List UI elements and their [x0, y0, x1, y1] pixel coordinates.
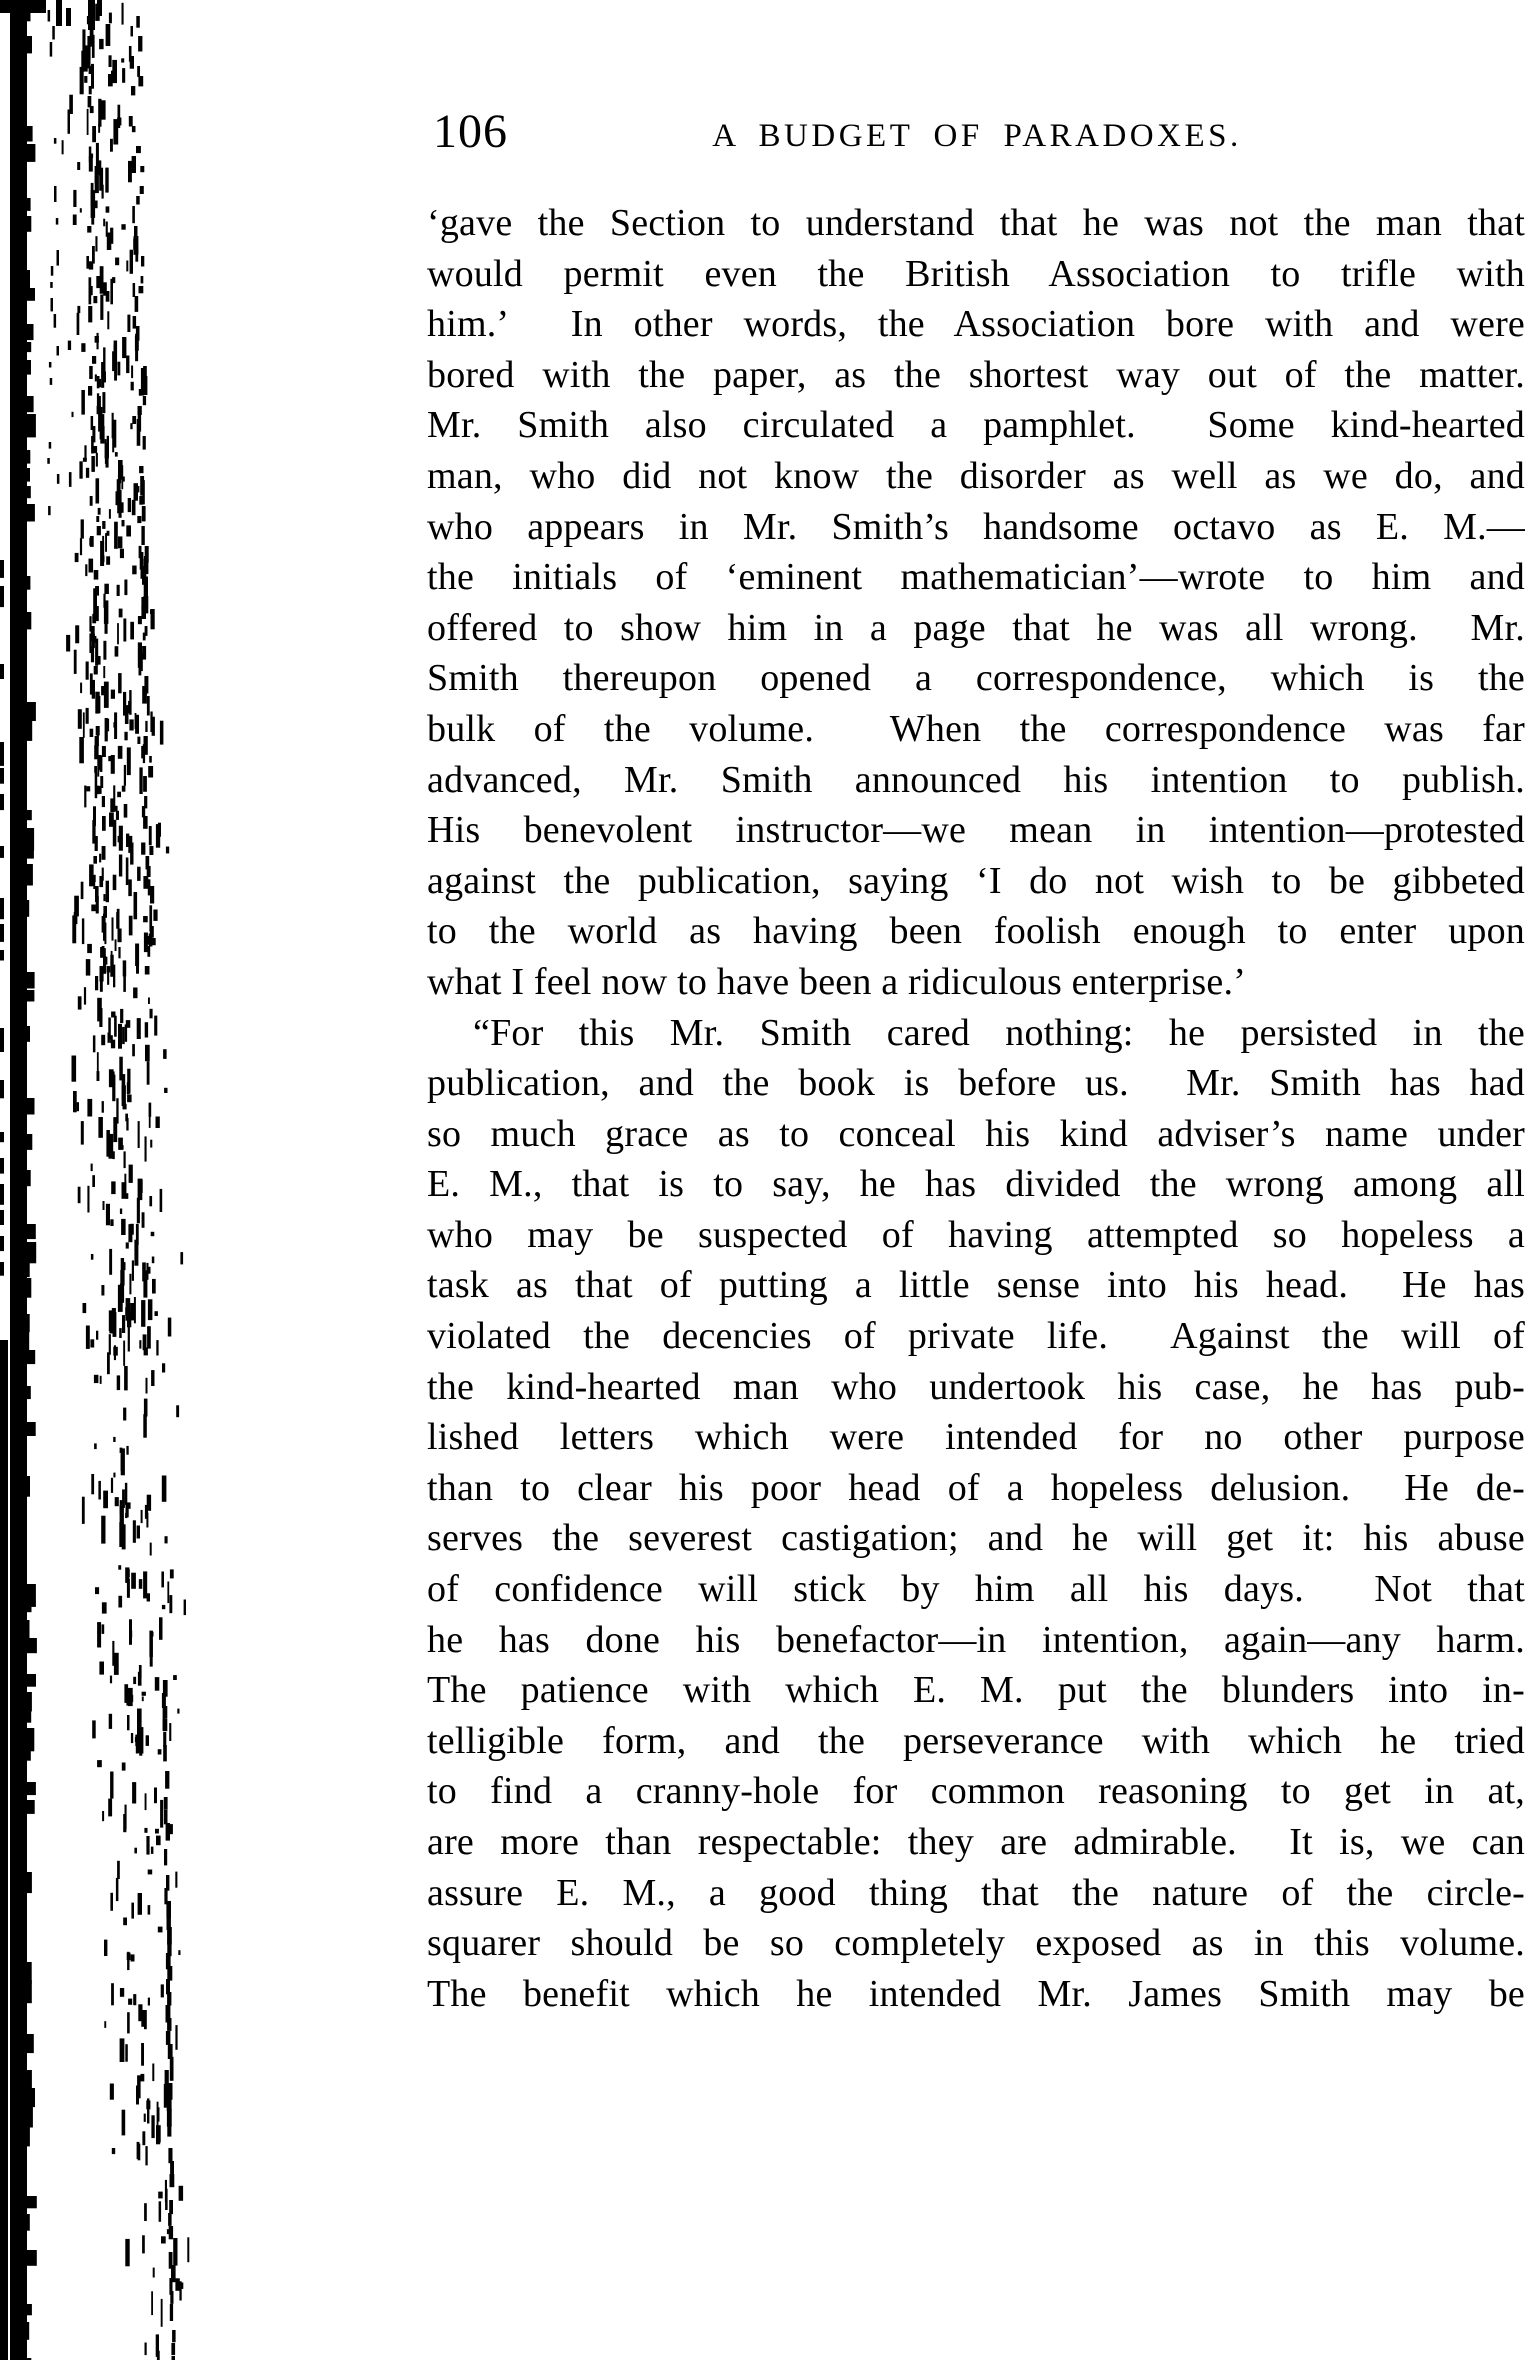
- page-number: 106: [433, 105, 508, 158]
- text-line: bulk of the volume. When the correspondence was far: [427, 707, 1525, 750]
- text-line: who may be suspected of having attempted so hopeless a: [427, 1213, 1525, 1256]
- text-line: the kind-hearted man who undertook his case, he has pub-: [427, 1365, 1525, 1408]
- text-line: of confidence will stick by him all his days. Not that: [427, 1568, 1525, 1611]
- text-line: His benevolent instructor—we mean in intention—protested: [427, 809, 1525, 852]
- text-line: Smith thereupon opened a correspondence, which is the: [427, 657, 1525, 700]
- text-line: so much grace as to conceal his kind adviser’s name under: [427, 1112, 1525, 1155]
- text-line: against the publication, saying ‘I do not wish to be gibbeted: [427, 859, 1525, 902]
- text-line: The benefit which he intended Mr. James Smith may be: [427, 1972, 1525, 2015]
- text-line: lished letters which were intended for no other purpose: [427, 1416, 1525, 1459]
- body-text: [427, 198, 1525, 2019]
- text-line: offered to show him in a page that he was all wrong. Mr.: [427, 606, 1525, 649]
- text-line: to the world as having been foolish enough to enter upon: [427, 910, 1525, 953]
- text-line: would permit even the British Association to trifle with: [427, 252, 1525, 295]
- text-line: advanced, Mr. Smith announced his intention to publish.: [427, 758, 1525, 801]
- text-line: assure E. M., a good thing that the nature of the circle-: [427, 1871, 1525, 1914]
- text-line: ‘gave the Section to understand that he was not the man that: [427, 202, 1525, 244]
- text-line: “For this Mr. Smith cared nothing: he persisted in the: [473, 1011, 1525, 1054]
- text-line: task as that of putting a little sense into his head. He has: [427, 1264, 1525, 1307]
- text-line: telligible form, and the perseverance with which he tried: [427, 1719, 1525, 1762]
- text-line: serves the severest castigation; and he will get it: his abuse: [427, 1517, 1525, 1560]
- text-line: to find a cranny-hole for common reasoning to get in at,: [427, 1770, 1525, 1813]
- text-line: are more than respectable: they are admirable. It is, we can: [427, 1821, 1525, 1863]
- text-line: who appears in Mr. Smith’s handsome octavo as E. M.—: [427, 505, 1525, 548]
- text-line: violated the decencies of private life. Against the will of: [427, 1315, 1525, 1358]
- text-line: bored with the paper, as the shortest way out of the matter.: [427, 353, 1525, 396]
- text-line: squarer should be so completely exposed as in this volume.: [427, 1922, 1525, 1965]
- text-line: than to clear his poor head of a hopeless delusion. He de-: [427, 1466, 1525, 1509]
- text-line: E. M., that is to say, he has divided the wrong among all: [427, 1163, 1525, 1206]
- text-line: him.’ In other words, the Association bore with and were: [427, 303, 1525, 346]
- text-line: man, who did not know the disorder as well as we do, and: [427, 454, 1525, 497]
- running-title: A BUDGET OF PARADOXES.: [712, 118, 1242, 154]
- text-line: the initials of ‘eminent mathematician’—wrote to him and: [427, 556, 1525, 599]
- text-line: publication, and the book is before us. Mr. Smith has had: [427, 1062, 1525, 1105]
- text-line: Mr. Smith also circulated a pamphlet. Some kind-hearted: [427, 404, 1525, 447]
- text-line: The patience with which E. M. put the blunders into in-: [427, 1669, 1525, 1712]
- text-line: what I feel now to have been a ridiculous enterprise.’: [427, 960, 1247, 1003]
- text-line: he has done his benefactor—in intention, again—any harm.: [427, 1618, 1525, 1661]
- scan-gutter-artifact: [0, 0, 240, 2360]
